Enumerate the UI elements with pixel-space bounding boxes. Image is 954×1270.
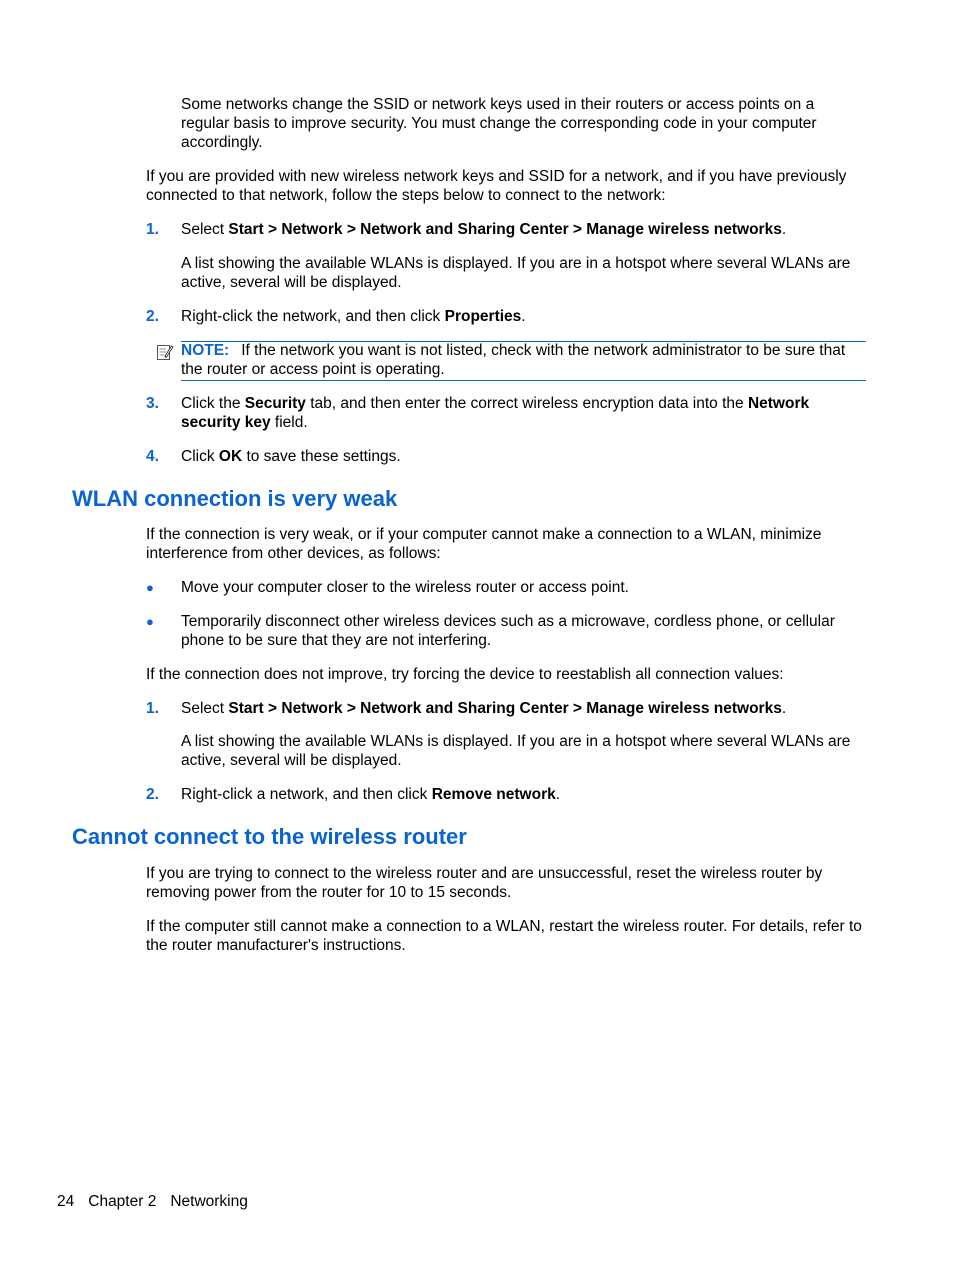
step-3-security: Security bbox=[244, 395, 306, 412]
step-1-menu-path: Start > Network > Network and Sharing Center > Manage wireless networks bbox=[228, 221, 782, 238]
step-1-text bbox=[181, 220, 866, 239]
note-label: NOTE: bbox=[181, 342, 230, 359]
step-4-ok: OK bbox=[218, 448, 243, 465]
weak-step-2-prefix: Right-click a network, and then click bbox=[181, 786, 432, 803]
weak-step-1-menu-path: Start > Network > Network and Sharing Center > Manage wireless networks bbox=[228, 700, 782, 717]
heading-wlan-weak: WLAN connection is very weak bbox=[72, 486, 398, 511]
step-2-text bbox=[181, 307, 866, 326]
note-pencil-icon bbox=[156, 343, 174, 361]
step-1-subtext: A list showing the available WLANs is displayed. If you are in a hotspot where several WLANs are active, several will be displayed. bbox=[181, 255, 851, 291]
weak-step-2-suffix: . bbox=[555, 786, 561, 803]
weak-step-1-suffix: . bbox=[781, 700, 787, 717]
step-2-properties: Properties bbox=[444, 308, 522, 325]
intro-paragraph-new-keys: If you are provided with new wireless network keys and SSID for a network, and if you have previously connected to that network, follow the steps below to connect to the network: bbox=[146, 168, 847, 204]
note-body: If the network you want is not listed, check with the network administrator to be sure that the router or access point is operating. bbox=[181, 342, 846, 378]
step-3-prefix: Click the bbox=[181, 395, 245, 412]
step-1-suffix: . bbox=[781, 221, 787, 238]
step-number-3: 3. bbox=[146, 395, 159, 412]
page-footer bbox=[57, 1192, 262, 1211]
bullet-marker-2: ● bbox=[146, 614, 154, 629]
page-number: 24 bbox=[57, 1193, 75, 1210]
weak-intro-paragraph: If the connection is very weak, or if your computer cannot make a connection to a WLAN, minimize interference from other devices, as follows: bbox=[146, 526, 822, 562]
router-paragraph-restart: If the computer still cannot make a connection to a WLAN, restart the wireless router. For details, refer to the router manufacturer's instructions. bbox=[146, 918, 862, 954]
bullet-item-2: Temporarily disconnect other wireless devices such as a microwave, cordless phone, or cellular phone to be sure that they are not interfering. bbox=[181, 613, 835, 649]
heading-cannot-connect-router: Cannot connect to the wireless router bbox=[72, 824, 467, 849]
step-number-2: 2. bbox=[146, 308, 159, 325]
weak-step-1-prefix: Select bbox=[181, 700, 229, 717]
note-text bbox=[181, 341, 866, 379]
step-3-middle: tab, and then enter the correct wireless encryption data into the bbox=[305, 395, 748, 412]
step-3-suffix: field. bbox=[270, 414, 308, 431]
step-3-text bbox=[181, 394, 866, 432]
weak-step-2-remove-network: Remove network bbox=[431, 786, 556, 803]
step-4-prefix: Click bbox=[181, 448, 219, 465]
step-2-suffix: . bbox=[521, 308, 526, 325]
weak-after-paragraph: If the connection does not improve, try forcing the device to reestablish all connection values: bbox=[146, 666, 784, 683]
bullet-item-1: Move your computer closer to the wireless router or access point. bbox=[181, 579, 629, 596]
weak-step-number-2: 2. bbox=[146, 786, 159, 803]
router-paragraph-reset: If you are trying to connect to the wireless router and are unsuccessful, reset the wireless router by removing power from the router for 10 to 15 seconds. bbox=[146, 865, 823, 901]
step-3-network-key: Network security key bbox=[181, 395, 810, 431]
intro-paragraph-ssid: Some networks change the SSID or network keys used in their routers or access points on a regular basis to improve security. You must change the corresponding code in your computer accordingly. bbox=[181, 96, 817, 151]
step-2-prefix: Right-click the network, and then click bbox=[181, 308, 445, 325]
footer-chapter: Chapter 2 bbox=[88, 1193, 157, 1210]
bullet-marker-1: ● bbox=[146, 580, 154, 595]
step-1-prefix: Select bbox=[181, 221, 229, 238]
weak-step-1-text bbox=[181, 699, 866, 718]
step-number-4: 4. bbox=[146, 448, 159, 465]
step-4-text bbox=[181, 447, 866, 466]
weak-step-1-subtext: A list showing the available WLANs is displayed. If you are in a hotspot where several WLANs are active, several will be displayed. bbox=[181, 733, 851, 769]
weak-step-2-text bbox=[181, 785, 866, 804]
step-4-suffix: to save these settings. bbox=[242, 448, 401, 465]
footer-section: Networking bbox=[170, 1193, 248, 1210]
weak-step-number-1: 1. bbox=[146, 700, 159, 717]
step-number-1: 1. bbox=[146, 221, 159, 238]
